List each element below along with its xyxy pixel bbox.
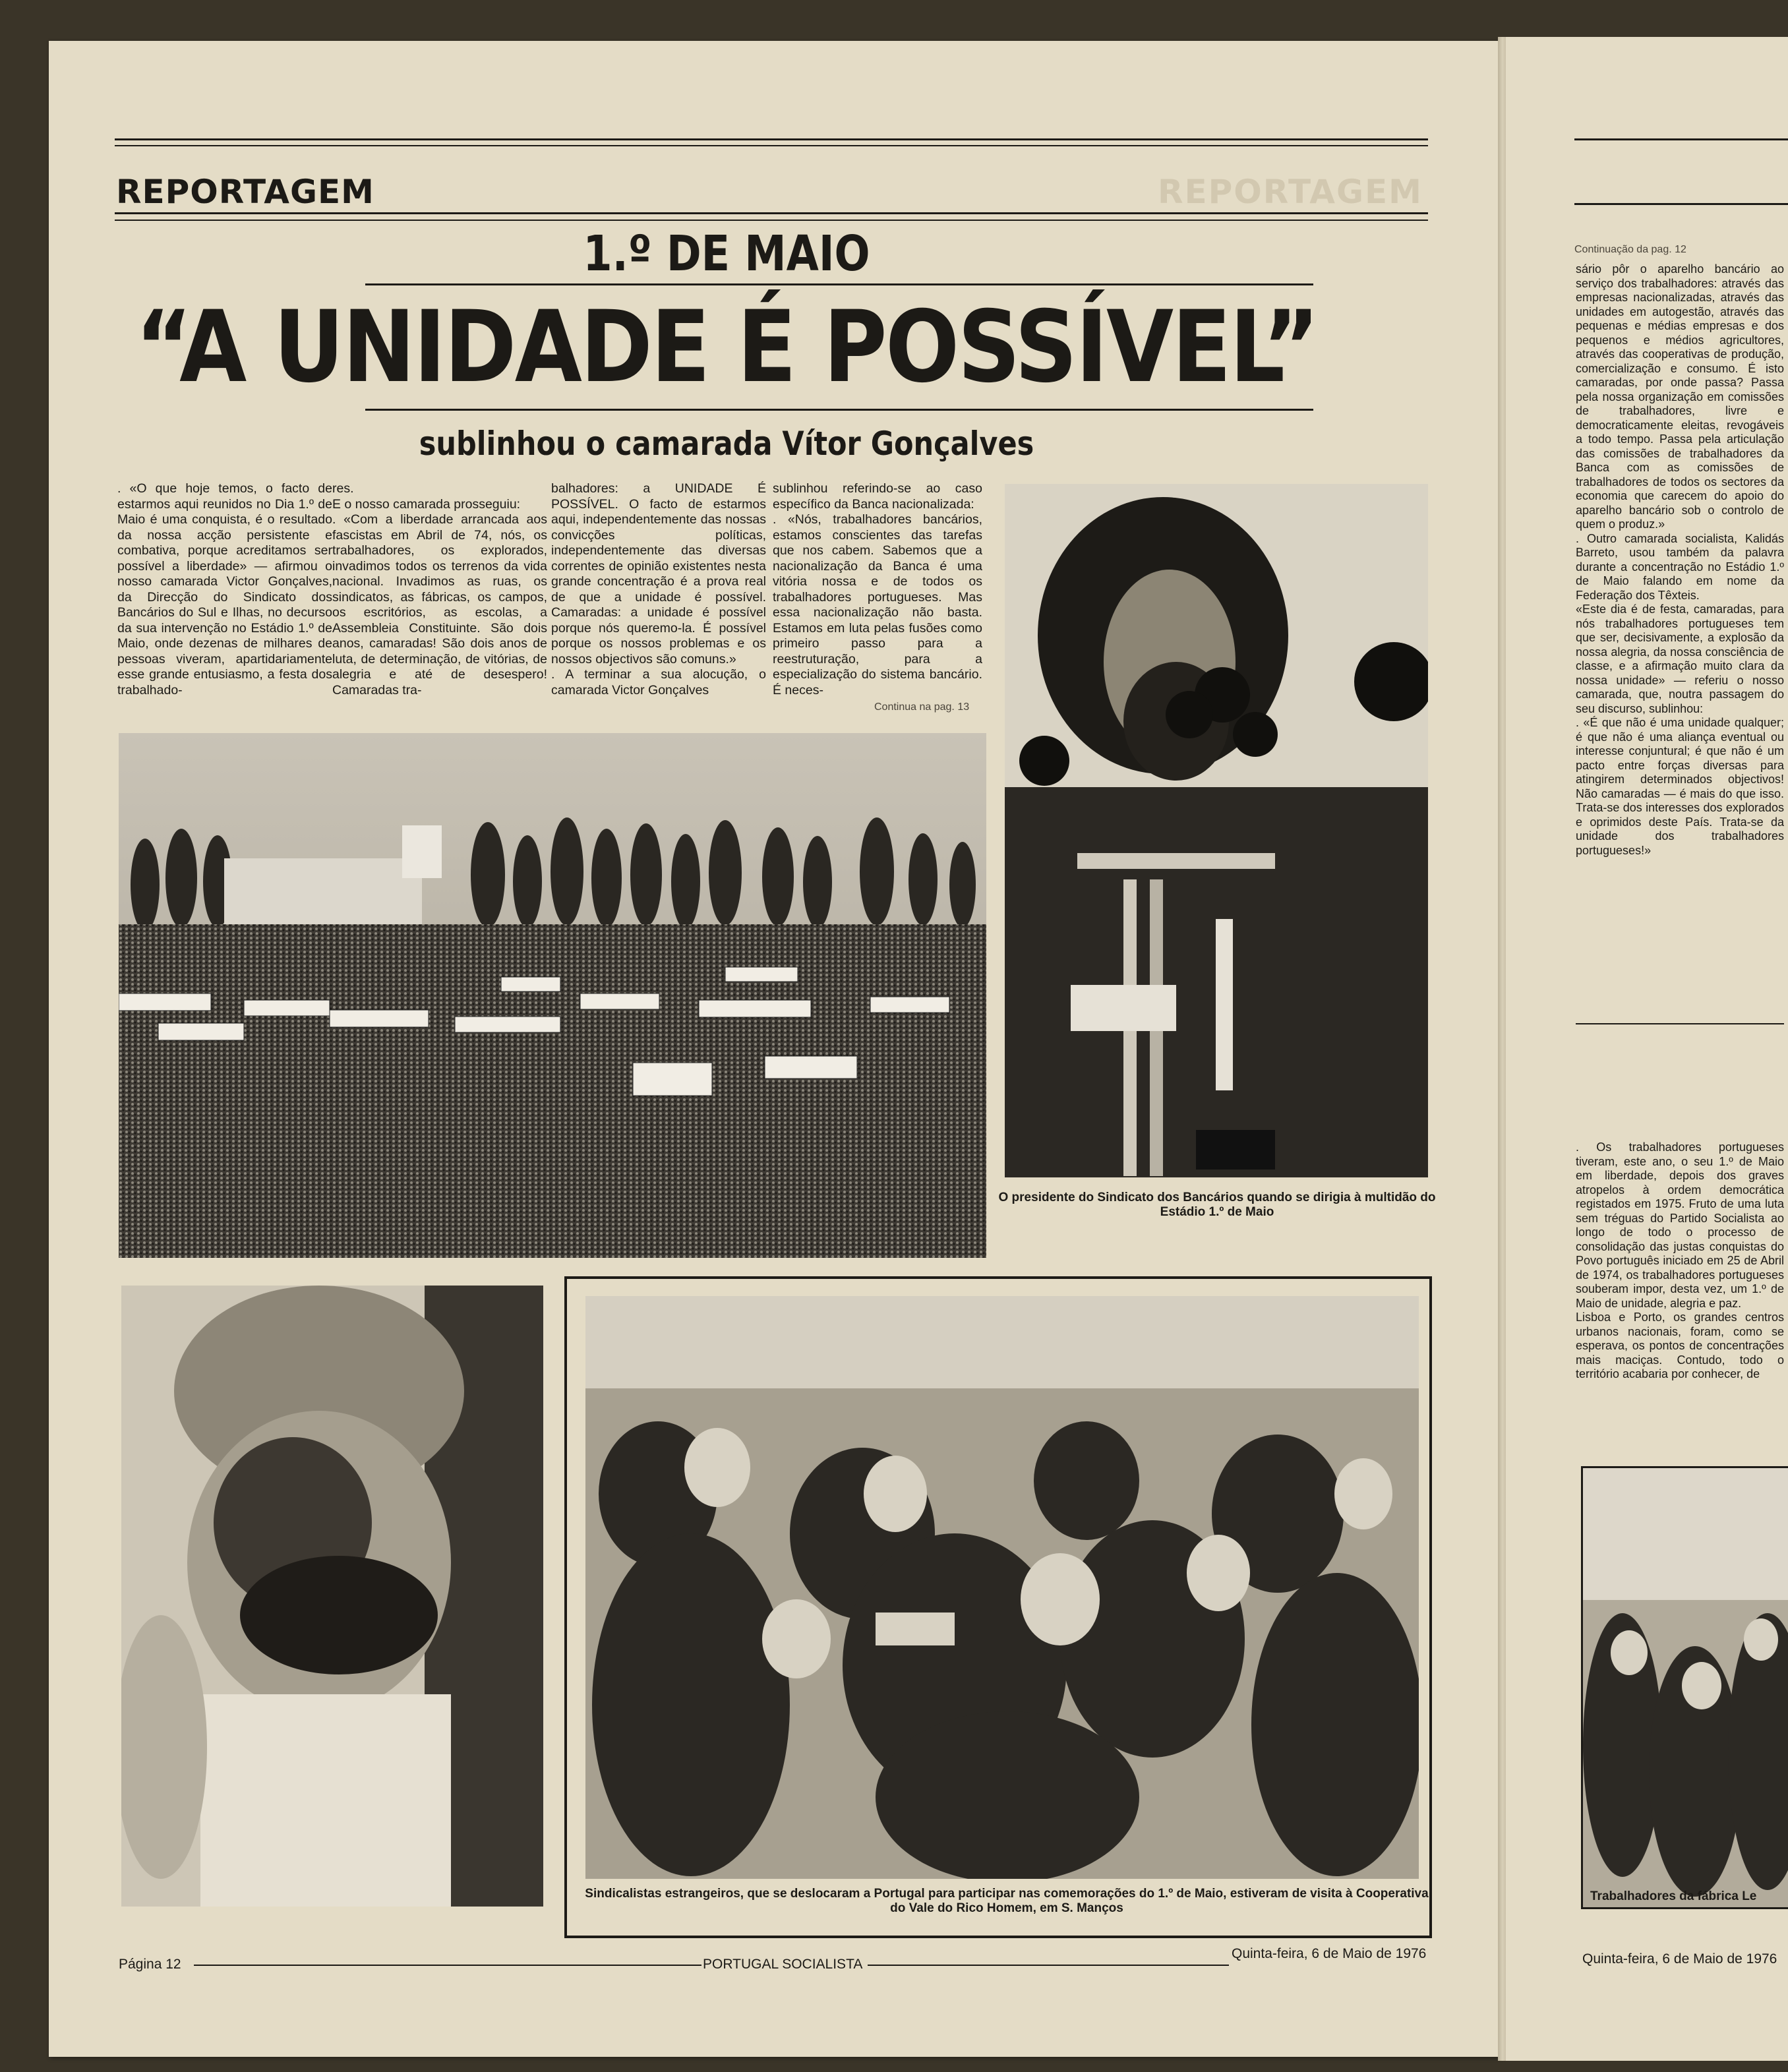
factory-workers-image [1583,1468,1788,1907]
factory-workers-photo [1581,1466,1788,1909]
article-column-1: . «O que hoje temos, o facto de estarmos aqui reunidos no Dia 1.º de Maio é uma conquista, é o resultado da nossa acção persistente e combativa, porque acreditamos ser possível a liberdade» — afirmou o nosso camarada Victor Gonçalves, da Direcção do Sindicato dos Bancários do Sul e Ilhas, no decurso da sua intervenção no Estádio 1.º de Maio, onde dezenas de milhares de pessoas viveram, apartidariamente esse grande entusiasmo, a festa dos trabalhado- [117,481,332,697]
page-number: Página 12 [119,1957,181,1972]
right-column-text-2: . Os trabalhadores portugueses tiveram, este ano, o seu 1.º de Maio em liberdade, depois dos graves atropelos à ordem democrática registados em 1975. Fruto de uma luta sem tréguas do Partido Socialista ao longo de todo o processo de consolidação das justas conquistas do Povo português iniciado em 25 de Abril de 1974, os trabalhadores portugueses souberam impor, desta vez, um 1.º de Maio de unidade, alegria e paz. Lisboa e Porto, os grandes centros urbanos nacionais, foram, como se esperava, os pontos de concentrações mais maciças. Contudo, todo o território acabaria por conhecer, de [1576,1140,1784,1380]
visitors-group-photo [585,1296,1419,1879]
section-ghost-text: REPORTAGEM [1158,173,1423,211]
section-label [116,173,1423,211]
visitors-group-image [585,1296,1419,1879]
continuation-note: Continuação da pag. 12 [1574,244,1686,255]
header-rule-bottom2 [115,220,1428,221]
visitors-photo-frame-right [1429,1276,1432,1938]
right-footer-date: Quinta-feira, 6 de Maio de 1976 [1582,1951,1777,1967]
right-column-rule [1576,1023,1784,1024]
speaker-image [1005,484,1428,1177]
headline: “A UNIDADE É POSSÍVEL” [135,290,1318,405]
deck: sublinhou o camarada Vítor Gonçalves [419,425,1034,463]
kicker: 1.º DE MAIO [583,225,870,282]
header-rule-top [115,138,1428,140]
header-rule-top2 [115,145,1428,146]
stadium-crowd-image [119,733,986,1258]
section-title: REPORTAGEM [116,173,374,211]
headline-rule-top [365,283,1313,285]
right-column-text: sário pôr o aparelho bancário ao serviço dos trabalhadores: através das empresas nacionalizadas, através das unidades em autogestão, através das pequenas e médias empresas e dos pequenos e médios agricultores, através das cooperativas de produção, comercialização e consumo. É isto camaradas, por onde passa? Passa pela nossa organização em comissões de trabalhadores, livre e democraticamente eleitas, revogáveis a todo tempo. Passa pela articulação das comissões de trabalhadores da Banca com as comissões de trabalhadores de todos os sectores da economia que carecem do apoio do aparelho bancário sob o controlo de quem o produz.» . Outro camarada socialista, Kalidás Barreto, usou também da palavra durante a concentração no Estádio 1.º de Maio falando em nome da Federação dos Têxteis. «Este dia é de festa, camaradas, para nós trabalhadores portugueses tem que ser, decisivamente, a explosão da nossa alegria, da nossa consciência de classe, e a afirmação muito clara da nossa unidade» — referiu o nosso camarada, que, noutra passagem do seu discurso, sublinhou: . «É que não é uma unidade qualquer; é que não é uma aliança eventual ou interesse conjuntural; é que não é um pacto entre forças diversas para atingirem determinados objectivos! Não camaradas — é mais do que isso. Trata-se dos interesses dos explorados e oprimidos deste País. Trata-se da unidade dos trabalhadores portugueses!» [1576,262,1784,857]
paper-name: PORTUGAL SOCIALISTA [703,1957,863,1972]
carnation-woman-photo [121,1286,543,1907]
visitors-photo-frame-bottom [564,1936,1432,1938]
visitors-caption: Sindicalistas estrangeiros, que se deslocaram a Portugal para participar nas comemorações do 1.º de Maio, estiveram de visita à Cooperativa do Vale do Rico Homem, em S. Manços [585,1887,1429,1915]
stadium-crowd-photo [119,733,986,1258]
factory-caption: Trabalhadores da fábrica Le [1590,1889,1757,1903]
article-column-3: balhadores: a UNIDADE É POSSÍVEL. O facto de estarmos aqui, independentemente das nossas convicções políticas, independentemente das diversas correntes de opinião existentes nesta grande concentração é a prova real de que a unidade é possível. Camaradas: a unidade é possível porque nós queremo-la. É possível porque os nossos problemas e os nossos objectivos são comuns.» . A terminar a sua alocução, o camarada Victor Gonçalves [551,481,766,697]
article-column-4: sublinhou referindo-se ao caso específico da Banca nacionalizada: . «Nós, trabalhadores bancários, estamos conscientes das tarefas que nos cabem. Sabemos que a nacionalização da Banca é uma vitória nossa e de todos os trabalhadores portugueses. Mas essa nacionalização não basta. Estamos em luta pelas fusões como primeiro passo para a reestruturação, para a especialização do sistema bancário. É neces- [773,481,982,697]
visitors-photo-frame [564,1276,1432,1279]
article-column-2: res. E o nosso camarada prosseguiu: . «Com a liberdade arrancada aos fascistas em Abril de 74, nós, os trabalhadores, os explorados, invadimos todos os terrenos da vida nacional. Invadimos as ruas, os sindicatos, as fábricas, os campos, os escritórios, as escolas, a Assembleia Constituinte. São dois anos, camaradas! São dois anos de luta, de determinação, de vitórias, de alegria e até de desespero! Camaradas tra- [332,481,547,697]
speaker-photo [1005,484,1428,1177]
carnation-woman-image [121,1286,543,1907]
right-header-rule-top [1574,138,1788,140]
footer-line-2 [868,1965,1229,1966]
speaker-caption: O presidente do Sindicato dos Bancários quando se dirigia à multidão do Estádio 1.º de Maio [998,1191,1436,1219]
continua-note: Continua na pag. 13 [874,701,970,713]
headline-rule-bottom [365,409,1313,411]
footer-date: Quinta-feira, 6 de Maio de 1976 [1232,1946,1427,1961]
header-rule-bottom [115,212,1428,214]
right-header-rule-bottom [1574,203,1788,205]
visitors-photo-frame-left [564,1276,567,1938]
footer-line-1 [194,1965,701,1966]
